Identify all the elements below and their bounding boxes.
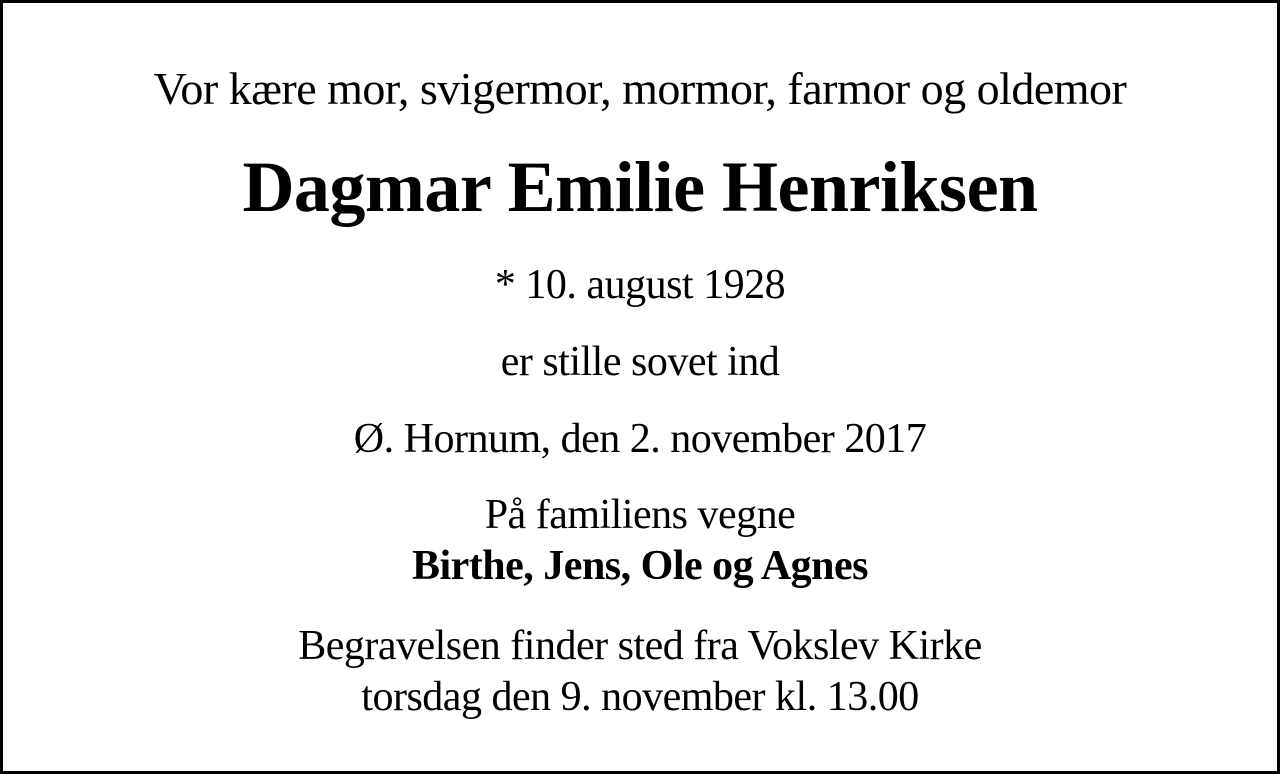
deceased-name: Dagmar Emilie Henriksen bbox=[242, 146, 1038, 227]
relations-intro-line: Vor kære mor, svigermor, mormor, farmor og oldemor bbox=[153, 63, 1127, 114]
family-names-line: Birthe, Jens, Ole og Agnes bbox=[412, 543, 868, 590]
place-and-date-line: Ø. Hornum, den 2. november 2017 bbox=[353, 415, 927, 462]
birth-date-line: * 10. august 1928 bbox=[494, 262, 786, 309]
funeral-time-line: torsdag den 9. november kl. 13.00 bbox=[361, 673, 919, 720]
funeral-location-line: Begravelsen finder sted fra Vokslev Kirke bbox=[298, 622, 982, 669]
funeral-info-group bbox=[3, 621, 1277, 723]
on-behalf-line: På familiens vegne bbox=[484, 492, 796, 539]
family-signature-group bbox=[3, 490, 1277, 592]
passing-line: er stille sovet ind bbox=[500, 338, 780, 385]
